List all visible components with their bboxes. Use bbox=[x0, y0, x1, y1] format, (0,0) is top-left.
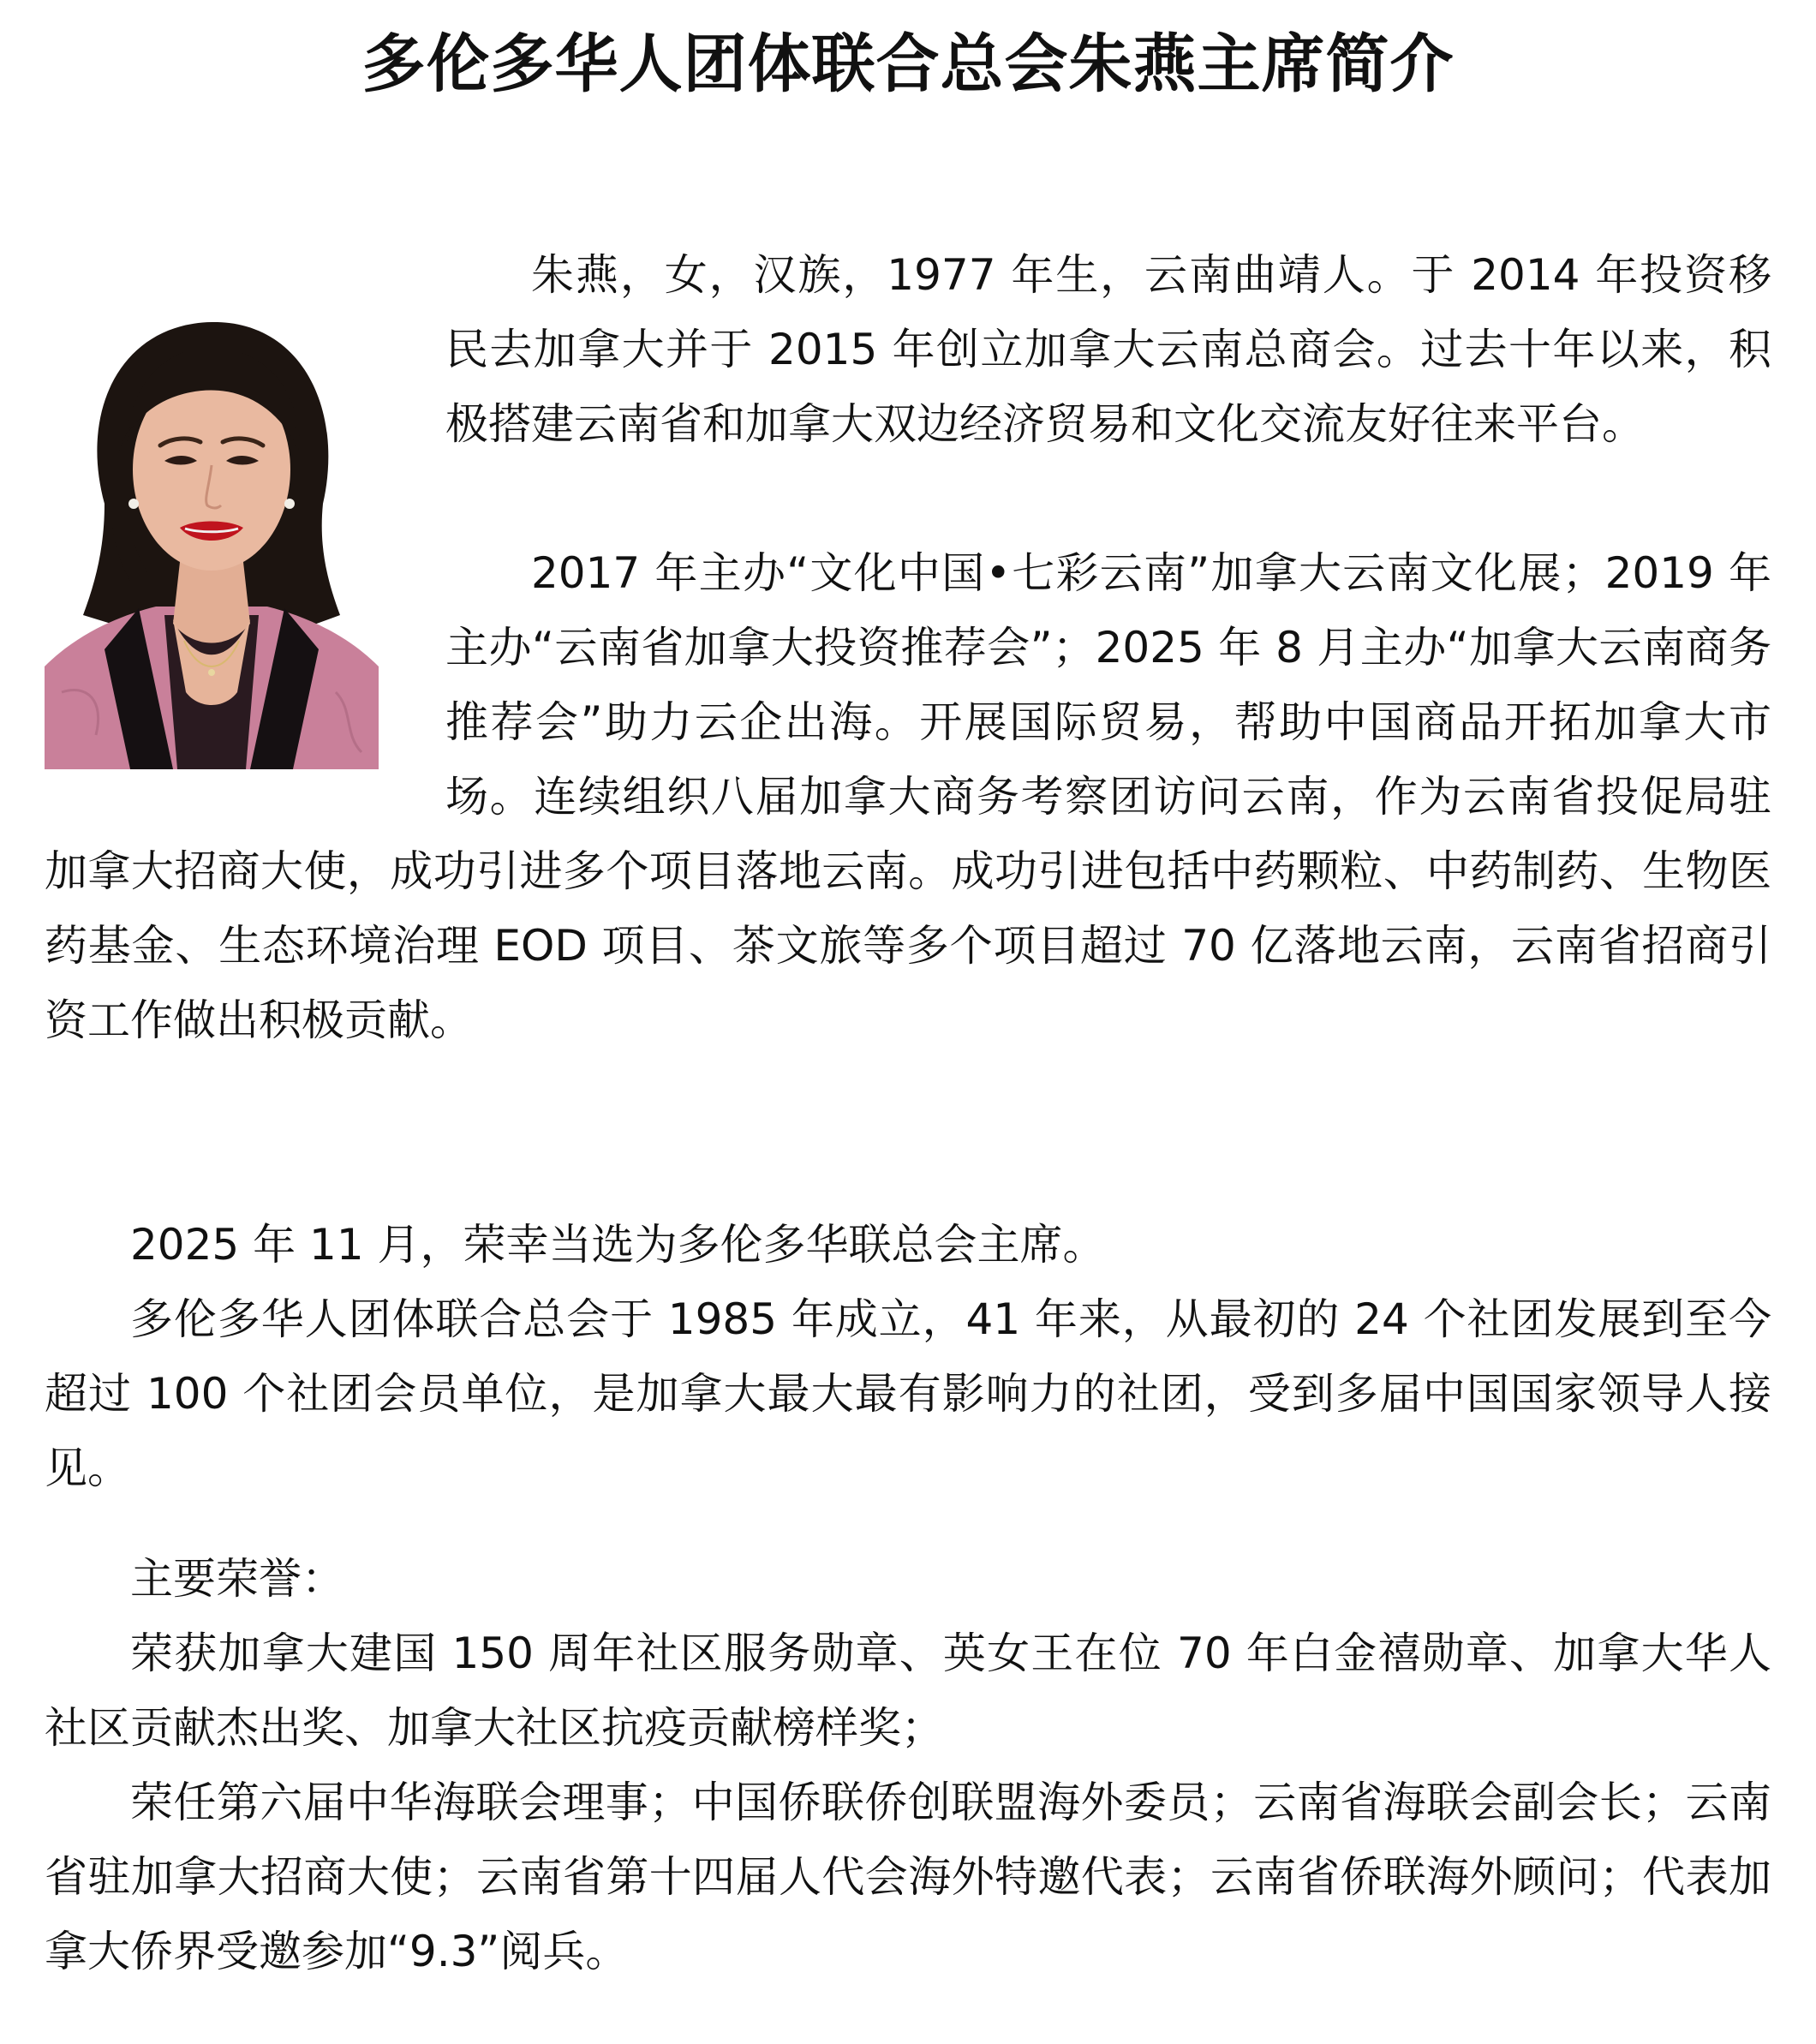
portrait-icon bbox=[45, 290, 379, 769]
paragraph-organization: 多伦多华人团体联合总会于 1985 年成立，41 年来，从最初的 24 个社团发展到至今超过 100 个社团会员单位，是加拿大最大最有影响力的社团，受到多届中国国家领导人接见。 bbox=[45, 1294, 1771, 1493]
paragraph-positions: 荣任第六届中华海联会理事；中国侨联侨创联盟海外委员；云南省海联会副会长；云南省驻加拿大招商大使；云南省第十四届人代会海外特邀代表；云南省侨联海外顾问；代表加拿大侨界受邀参加“9.3”阅兵。 bbox=[45, 1778, 1771, 1976]
honors-section bbox=[45, 1542, 1771, 1989]
election-section bbox=[45, 1208, 1771, 1506]
paragraph-election: 2025 年 11 月，荣幸当选为多伦多华联总会主席。 bbox=[130, 1220, 1106, 1270]
portrait-photo bbox=[45, 290, 379, 769]
document-title: 多伦多华人团体联合总会朱燕主席简介 bbox=[361, 27, 1455, 101]
honors-heading: 主要荣誉： bbox=[130, 1554, 344, 1604]
paragraph-awards: 荣获加拿大建国 150 周年社区服务勋章、英女王在位 70 年白金禧勋章、加拿大华人社区贡献杰出奖、加拿大社区抗疫贡献榜样奖； bbox=[45, 1629, 1771, 1753]
intro-section bbox=[45, 238, 1771, 1058]
paragraph-intro: 朱燕，女，汉族，1977 年生，云南曲靖人。于 2014 年投资移民去加拿大并于 2015 年创立加拿大云南总商会。过去十年以来，积极搭建云南省和加拿大双边经济贸易和文化交流友好往来平台。 bbox=[445, 250, 1771, 449]
paragraph-activities: 2017 年主办“文化中国•七彩云南”加拿大云南文化展；2019 年主办“云南省加拿大投资推荐会”；2025 年 8 月主办“加拿大云南商务推荐会”助力云企出海。开展国际贸易，帮助中国商品开拓加拿大市场。连续组织八届加拿大商务考察团访问云南，作为云南省投促局驻加拿大招商大使，成功引进多个项目落地云南。成功引进包括中药颗粒、中药制药、生物医药基金、生态环境治理 EOD 项目、茶文旅等多个项目超过 70 亿落地云南，云南省招商引资工作做出积极贡献。 bbox=[45, 548, 1771, 1045]
